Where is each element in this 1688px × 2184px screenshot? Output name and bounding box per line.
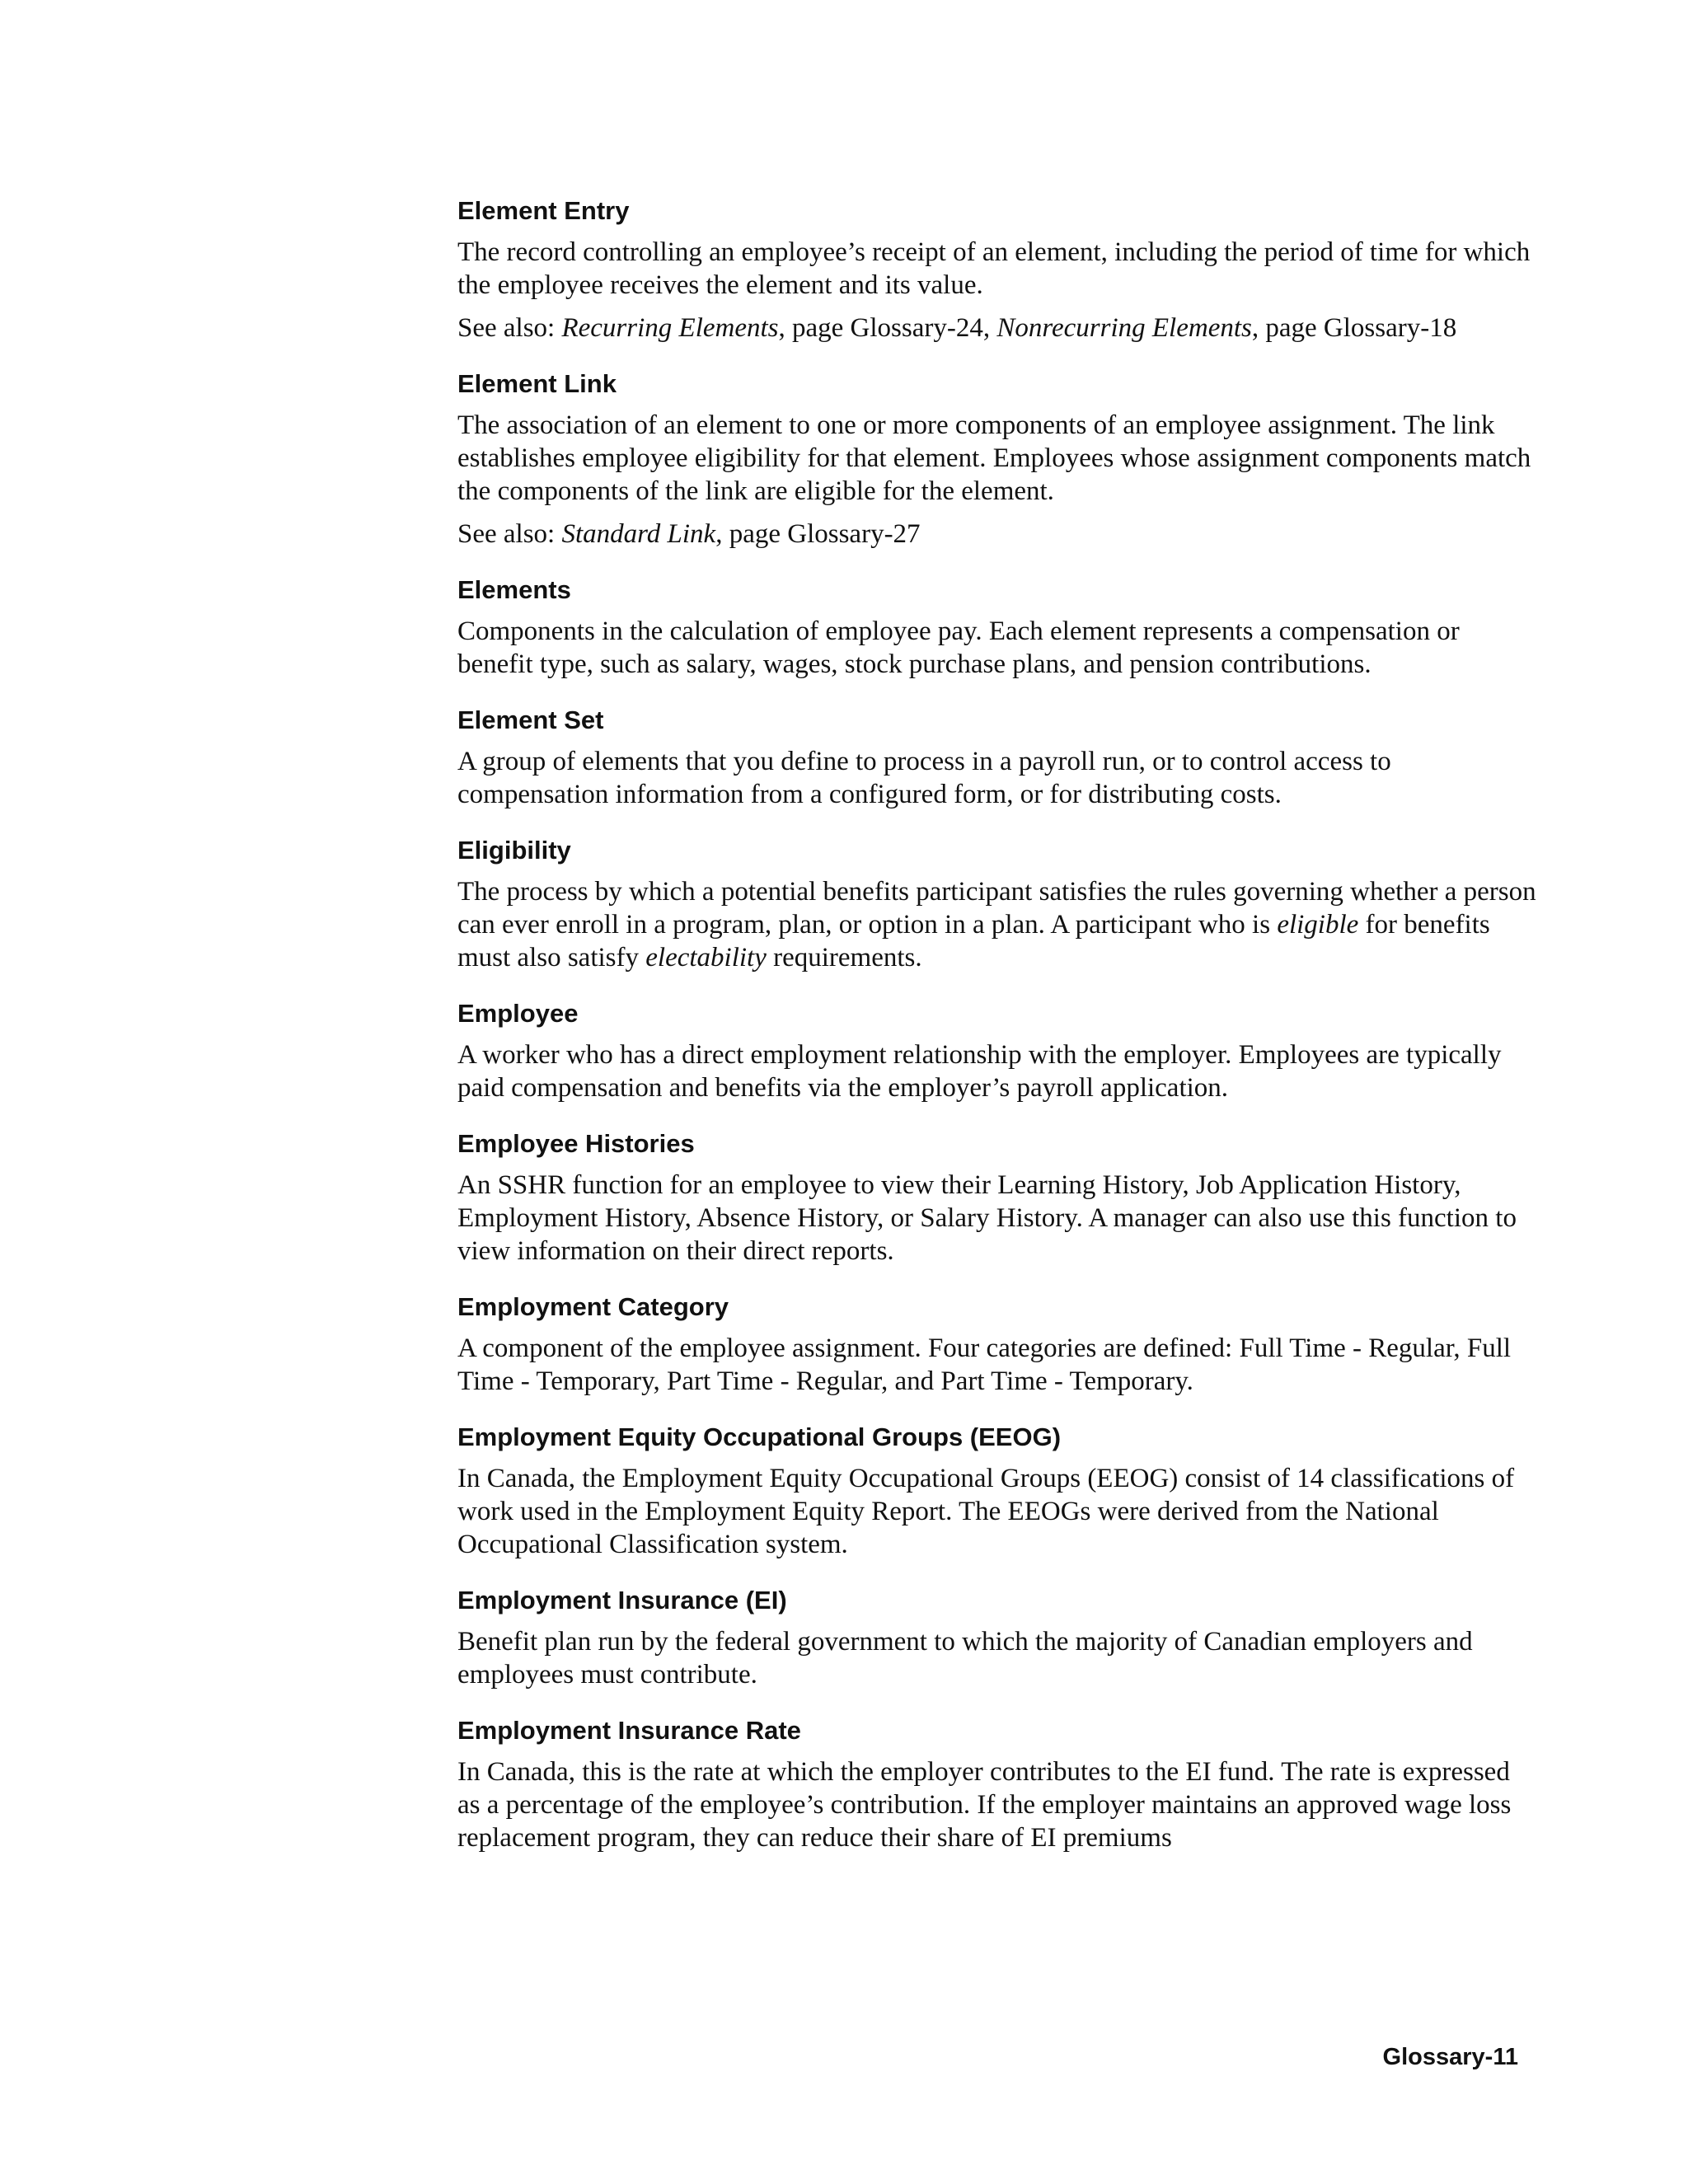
glossary-definition: A component of the employee assignment. Four categories are defined: Full Time - Regular, Full Time - Temporary, Part Time - Regular, and Part Time - Temporary. [457,1333,1512,1396]
glossary-definition: Components in the calculation of employee pay. Each element represents a compensation or benefit type, such as salary, wages, stock purchase plans, and pension contributions. [457,616,1460,679]
glossary-definition: An SSHR function for an employee to view their Learning History, Job Application History, Employment History, Absence History, or Salary History. A manager can also use this function to view information on their direct reports. [457,1170,1517,1266]
glossary-definition: A worker who has a direct employment relationship with the employer. Employees are typically paid compensation and benefits via the employer’s payroll application. [457,1040,1502,1103]
page-number: Glossary-11 [1382,2044,1518,2070]
glossary-term: Element Set [457,705,604,734]
glossary-term: Eligibility [457,836,571,865]
glossary-term: Employment Category [457,1292,729,1321]
glossary-term: Employment Insurance Rate [457,1716,801,1745]
see-also-link[interactable]: Nonrecurring Elements [996,313,1252,343]
see-also-link[interactable]: Recurring Elements [561,313,779,343]
glossary-term: Element Entry [457,196,630,225]
definition-text: for benefits must also satisfy [457,910,1490,972]
definition-text: requirements. [766,943,922,972]
see-also-page: , page Glossary-24, [778,313,997,343]
see-also-prefix: See also: [457,313,562,343]
glossary-term: Element Link [457,369,617,398]
glossary-term: Elements [457,575,571,604]
see-also-link[interactable]: Standard Link [561,519,716,549]
glossary-definition [457,875,1537,974]
glossary-definition: A group of elements that you define to process in a payroll run, or to control access to compensation information from a configured form, or for distributing costs. [457,747,1391,809]
glossary-term: Employee [457,999,579,1028]
see-also-line [457,312,1537,344]
glossary-content [457,194,1537,1877]
glossary-definition: Benefit plan run by the federal government to which the majority of Canadian employers and employees must contribute. [457,1627,1473,1690]
glossary-term: Employment Equity Occupational Groups (EEOG) [457,1422,1062,1451]
glossary-definition: The association of an element to one or more components of an employee assignment. The link establishes employee eligibility for that element. Employees whose assignment components match the components of the link are eligible for the element. [457,410,1531,506]
glossary-definition: The record controlling an employee’s receipt of an element, including the period of time for which the employee receives the element and its value. [457,237,1531,300]
emphasized-term: electability [645,943,767,972]
see-also-page: , page Glossary-27 [715,519,921,549]
see-also-prefix: See also: [457,519,562,549]
glossary-definition: In Canada, the Employment Equity Occupational Groups (EEOG) consist of 14 classifications of work used in the Employment Equity Report. The EEOGs were derived from the National Occupational Classification system. [457,1464,1515,1559]
see-also-line [457,518,1537,551]
definition-text: The process by which a potential benefits participant satisfies the rules governing whether a person can ever enroll in a program, plan, or option in a plan. A participant who is [457,877,1536,940]
glossary-definition: In Canada, this is the rate at which the employer contributes to the EI fund. The rate is expressed as a percentage of the employee’s contribution. If the employer maintains an approved wage loss replacement program, they can reduce their share of EI premiums [457,1757,1512,1853]
glossary-term: Employee Histories [457,1129,695,1158]
see-also-page: , page Glossary-18 [1251,313,1457,343]
emphasized-term: eligible [1277,910,1359,940]
glossary-term: Employment Insurance (EI) [457,1586,787,1615]
